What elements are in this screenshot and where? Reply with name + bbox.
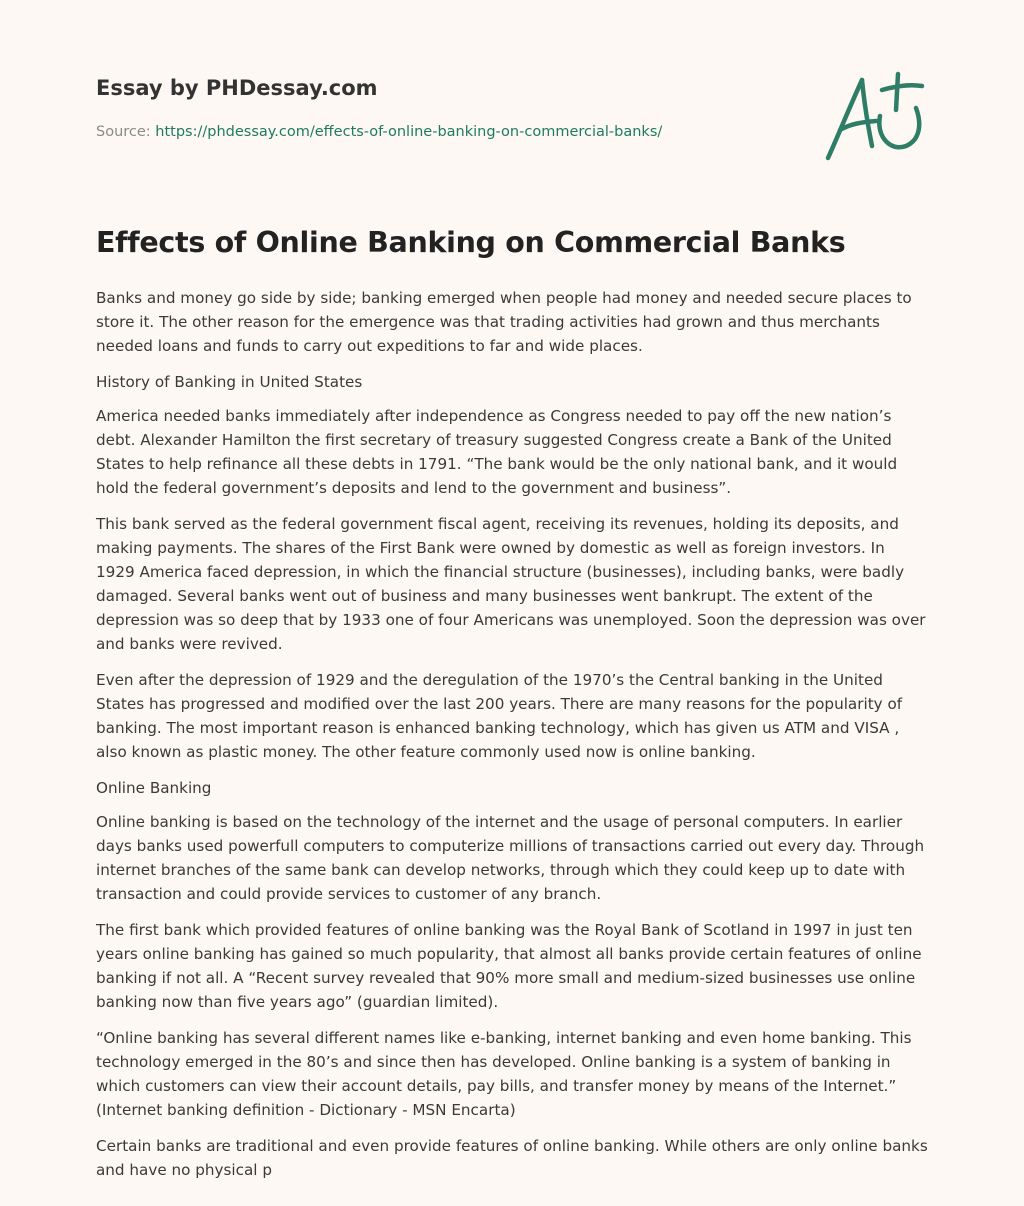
paragraph: Certain banks are traditional and even provide features of online banking. While others are only online banks and have no physical p: [96, 1137, 928, 1179]
paragraph: The first bank which provided features of online banking was the Royal Bank of Scotland in 1997 in just ten years online banking has gained so much popularity, that almost all banks provide certain features of online banking if not all. A “Recent survey revealed that 90% more small and medium-sized businesses use online banking now than five years ago” (guardian limited).: [96, 921, 922, 1011]
source-link[interactable]: https://phdessay.com/effects-of-online-banking-on-commercial-banks/: [155, 124, 663, 140]
paragraph: “Online banking has several different names like e-banking, internet banking and even home banking. This technology emerged in the 80’s and since then has developed. Online banking is a system of banking in which customers can view their account details, pay bills, and transfer money by means of the Internet.” (Internet banking definition - Dictionary - MSN Encarta): [96, 1029, 912, 1119]
essay-body: [96, 286, 928, 1194]
a-plus-logo-icon: [818, 66, 930, 166]
source-label: Source:: [96, 124, 151, 140]
source-line: [96, 124, 662, 140]
essay-title: Effects of Online Banking on Commercial Banks: [96, 226, 846, 259]
paragraph: This bank served as the federal government fiscal agent, receiving its revenues, holding its deposits, and making payments. The shares of the First Bank were owned by domestic as well as foreign investors. In 1929 America faced depression, in which the financial structure (businesses), including banks, were badly damaged. Several banks went out of business and many businesses went bankrupt. The extent of the depression was so deep that by 1933 one of four Americans was unemployed. Soon the depression was over and banks were revived.: [96, 515, 926, 653]
paragraph: Online banking is based on the technology of the internet and the usage of personal computers. In earlier days banks used powerfull computers to computerize millions of transactions carried out every day. Through internet branches of the same bank can develop networks, through which they could keep up to date with transaction and could provide services to customer of any branch.: [96, 813, 925, 903]
paragraph: Even after the depression of 1929 and the deregulation of the 1970’s the Central banking in the United States has progressed and modified over the last 200 years. There are many reasons for the popularity of banking. The most important reason is enhanced banking technology, which has given us ATM and VISA , also known as plastic money. The other feature commonly used now is online banking.: [96, 671, 903, 761]
section-heading-history: History of Banking in United States: [96, 373, 363, 391]
paragraph: America needed banks immediately after independence as Congress needed to pay off the new nation’s debt. Alexander Hamilton the first secretary of treasury suggested Congress create a Bank of the United States to help refinance all these debts in 1791. “The bank would be the only national bank, and it would hold the federal government’s deposits and lend to the government and business”.: [96, 407, 898, 497]
site-title: Essay by PHDessay.com: [96, 76, 378, 100]
section-heading-online-banking: Online Banking: [96, 779, 212, 797]
paragraph: Banks and money go side by side; banking emerged when people had money and needed secure places to store it. The other reason for the emergence was that trading activities had grown and thus merchants needed loans and funds to carry out expeditions to far and wide places.: [96, 289, 912, 355]
